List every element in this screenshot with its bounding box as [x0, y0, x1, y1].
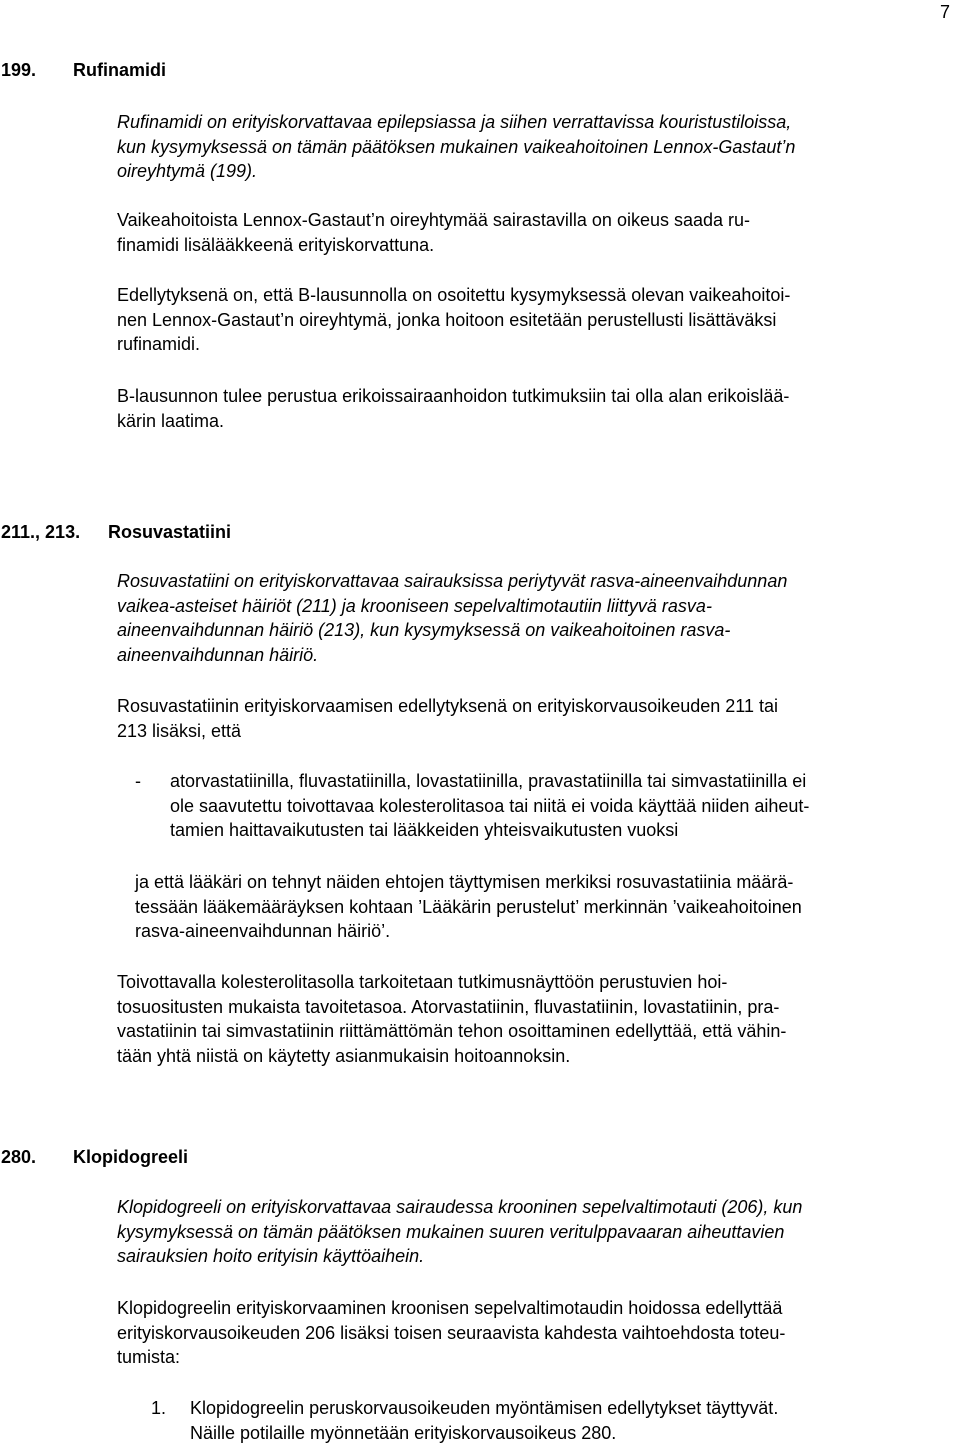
- section-number: 199.: [1, 60, 37, 80]
- paragraph: Edellytyksenä on, että B-lausunnolla on osoitettu kysymyksessä olevan vaikeahoitoi- nen Lennox-Gastaut’n oireyhtymä, jonka hoitoon esitetään perustellusti lisättäväksi rufinamidi.: [117, 285, 791, 354]
- italic-intro: Rufinamidi on erityiskorvattavaa epilepsiassa ja siihen verrattavissa kouristustiloissa, kun kysymyksessä on tämän päätöksen mukainen vaikeahoitoinen Lennox-Gastaut’n oireyhtymä (199).: [117, 112, 796, 181]
- paragraph: Vaikeahoitoista Lennox-Gastaut’n oireyhtymää sairastavilla on oikeus saada ru- finamidi lisälääkkeenä erityiskorvattuna.: [117, 210, 751, 255]
- dash-marker: -: [135, 771, 141, 791]
- paragraph: Toivottavalla kolesterolitasolla tarkoitetaan tutkimusnäyttöön perustuvien hoi- tosuositusten mukaista tavoitetasoa. Atorvastatiinin, fluvastatiinin, lovastatiinin, pra- vastatiinin tai simvastatiinin riittämättömän tehon osoittaminen edellyttää, että vähin- tään yhtä niistä on käytetty asianmukaisin hoitoannoksin.: [117, 972, 787, 1066]
- page-number: 7: [940, 2, 951, 22]
- paragraph: Klopidogreelin erityiskorvaaminen kroonisen sepelvaltimotaudin hoidossa edellyttää erityiskorvausoikeuden 206 lisäksi toisen seuraavista kahdesta vaihtoehdosta toteu- tumista:: [117, 1298, 786, 1367]
- paragraph: B-lausunnon tulee perustua erikoissairaanhoidon tutkimuksiin tai olla alan erikoislää- kärin laatima.: [117, 386, 790, 431]
- section-title: Klopidogreeli: [73, 1147, 189, 1167]
- section-title: Rufinamidi: [73, 60, 166, 80]
- italic-intro: Klopidogreeli on erityiskorvattavaa sairaudessa krooninen sepelvaltimotauti (206), kun kysymyksessä on tämän päätöksen mukainen suuren veritulppavaaran aiheuttavien sairauksien hoito erityisin käyttöaihein.: [117, 1197, 803, 1266]
- paragraph: Rosuvastatiinin erityiskorvaamisen edellytyksenä on erityiskorvausoikeuden 211 tai 213 lisäksi, että: [117, 696, 778, 741]
- list-number: 1.: [151, 1398, 167, 1418]
- italic-intro: Rosuvastatiini on erityiskorvattavaa sairauksissa periytyvät rasva-aineenvaihdunnan vaikea-asteiset häiriöt (211) ja krooniseen sepelvaltimotautiin liittyvä rasva- aineenvaihdunnan häiriö (213), kun kysymyksessä on vaikeahoitoinen rasva- aineenvaihdunnan häiriö.: [117, 571, 788, 665]
- section-number: 280.: [1, 1147, 37, 1167]
- list-item: Klopidogreelin peruskorvausoikeuden myöntämisen edellytykset täyttyvät. Näille potilaille myönnetään erityiskorvausoikeus 280.: [190, 1398, 779, 1443]
- dash-item: atorvastatiinilla, fluvastatiinilla, lovastatiinilla, pravastatiinilla tai simvastatiinilla ei ole saavutettu toivottavaa kolesterolitasoa tai niitä ei voida käyttää niiden aiheut- tamien haittavaikutusten tai lääkkeiden yhteisvaikutusten vuoksi: [170, 771, 810, 840]
- section-title: Rosuvastatiini: [108, 522, 232, 542]
- section-number: 211., 213.: [1, 522, 81, 542]
- continuation-paragraph: ja että lääkäri on tehnyt näiden ehtojen täyttymisen merkiksi rosuvastatiinia määrä- tessään lääkemääräyksen kohtaan ’Lääkärin perustelut’ merkinnän ’vaikeahoitoinen rasva-aineenvaihdunnan häiriö’.: [135, 872, 802, 941]
